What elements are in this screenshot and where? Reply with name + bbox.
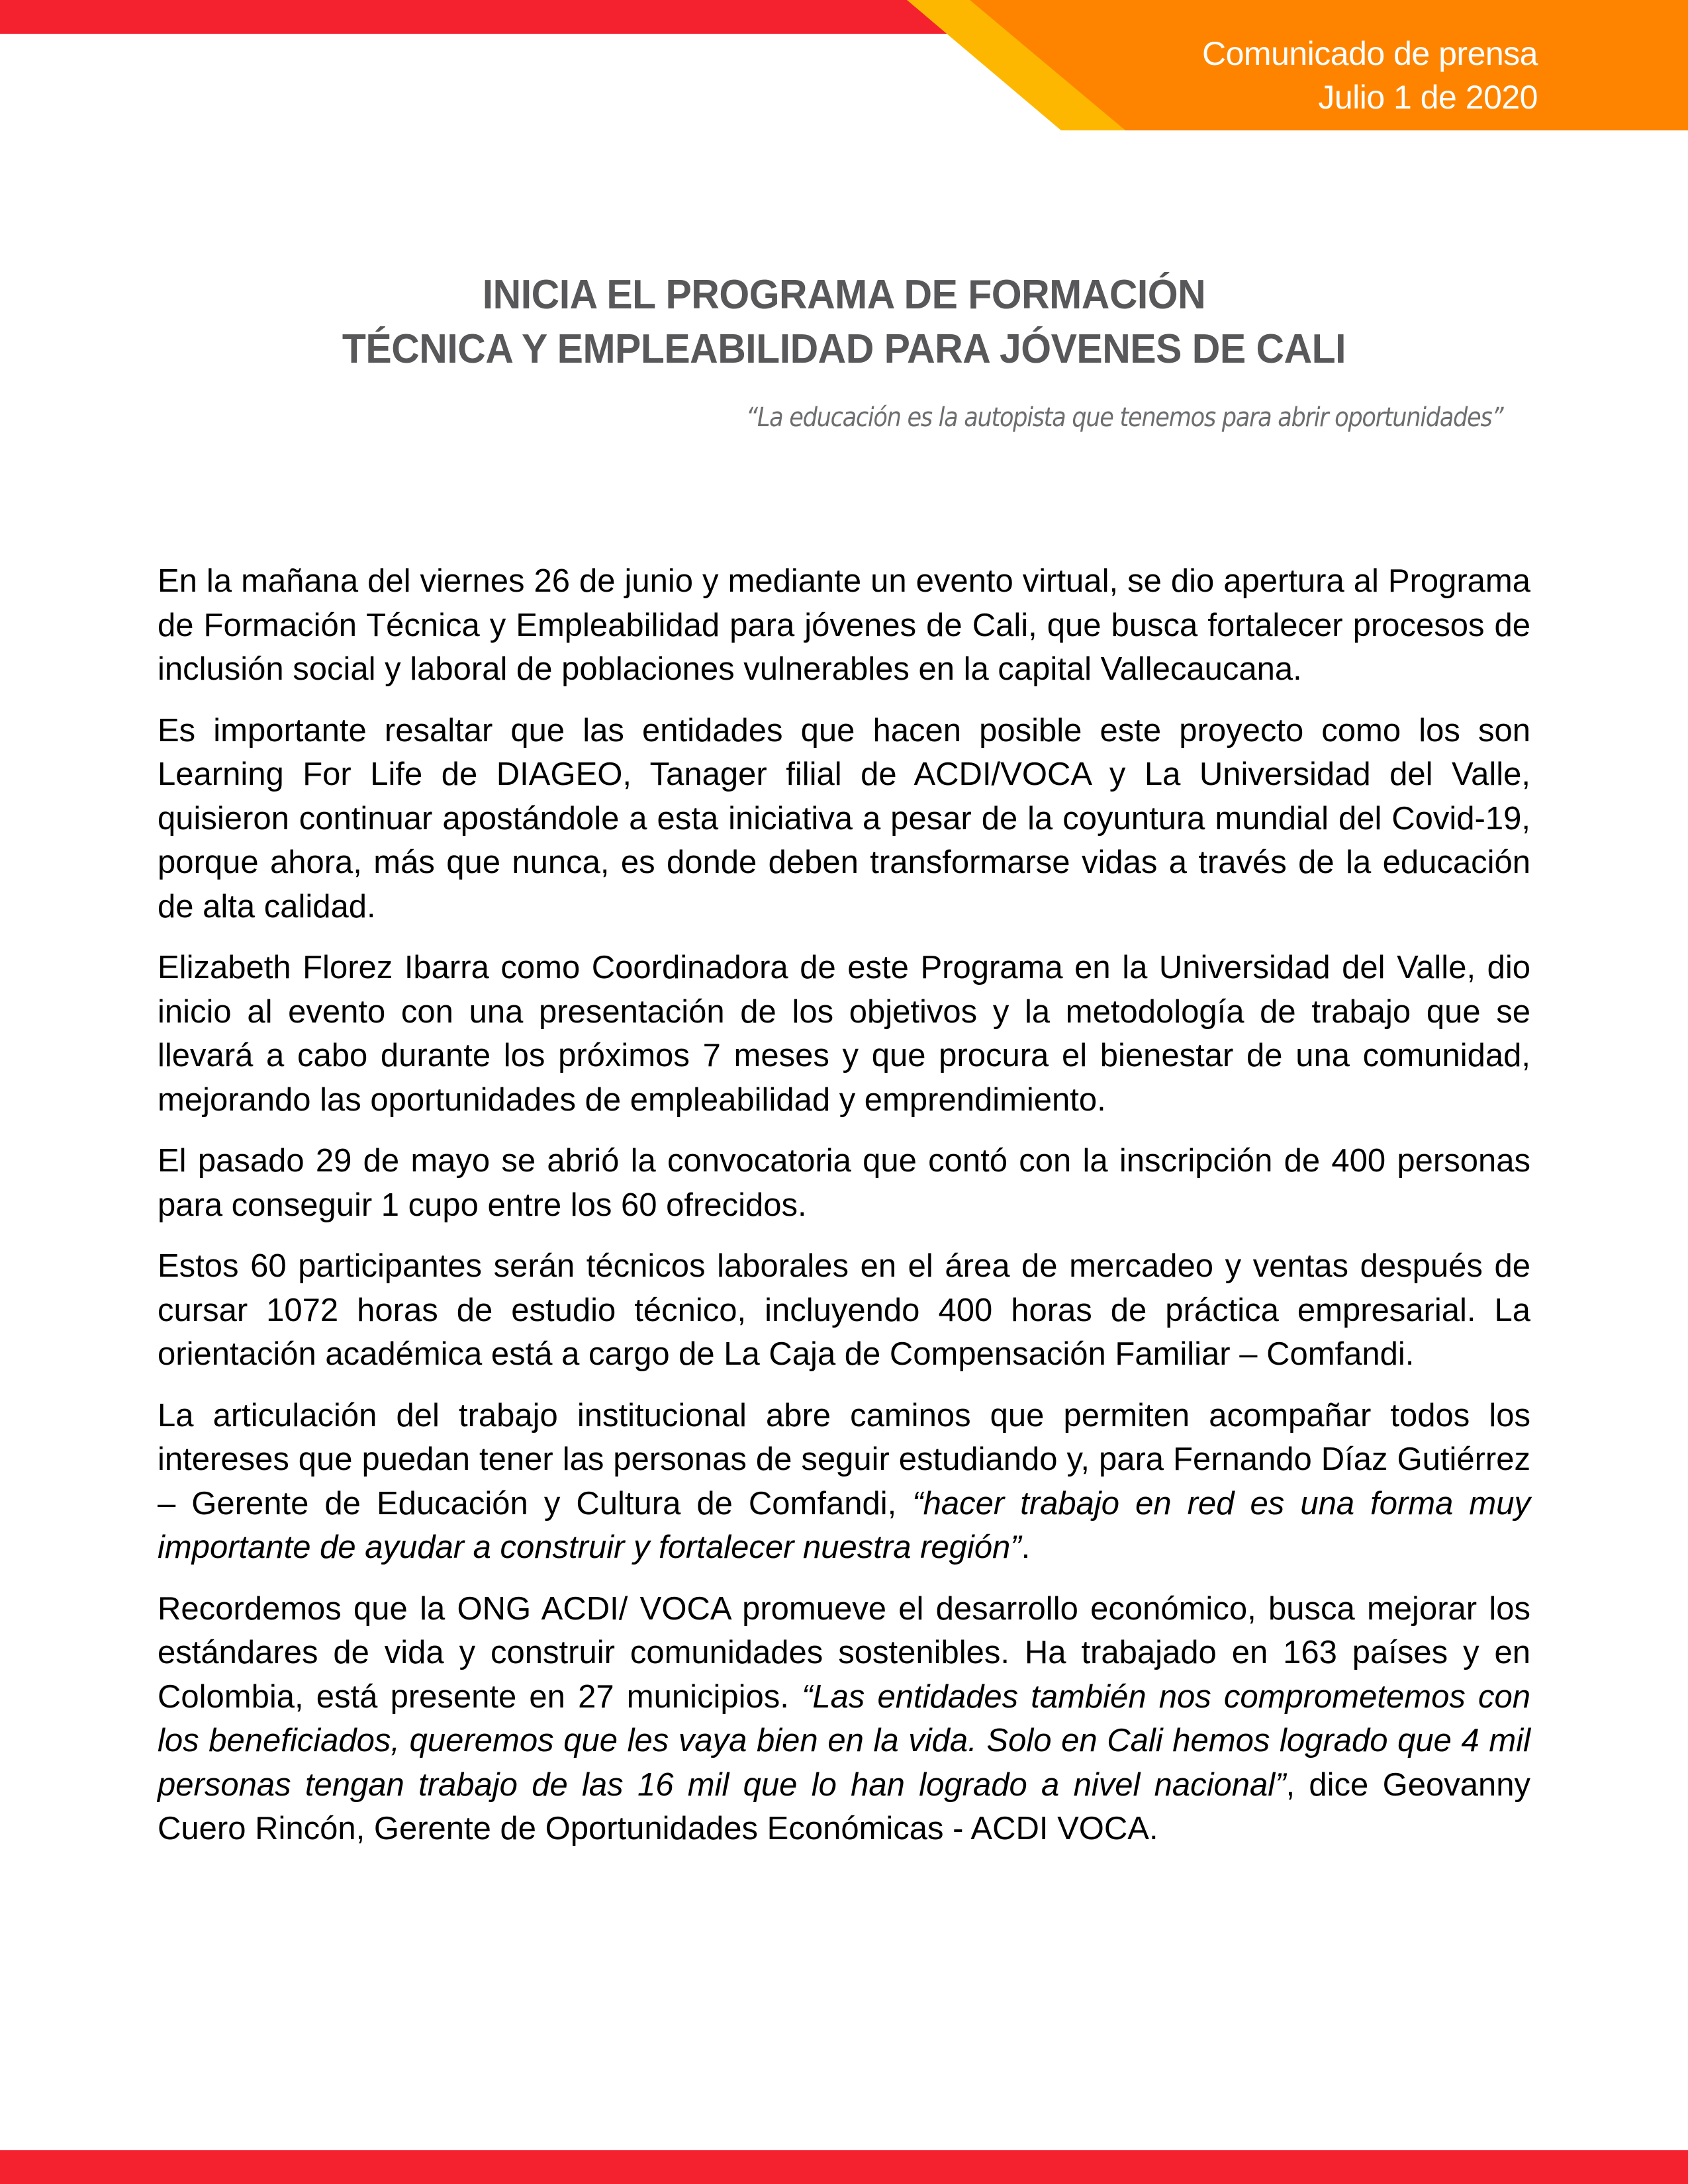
header-red-bar [0,0,953,34]
press-release-header [1202,32,1538,119]
paragraph-7-text: Recordemos que la ONG ACDI/ VOCA promueve el desarrollo económico, busca mejorar los estándares de vida y construir comunidades sostenibles. Ha trabajado en 163 países y en Colombia, está presente en 27 municipios. [158,1590,1530,1715]
footer-red-bar [0,2150,1688,2184]
paragraph-6-text: La articulación del trabajo institucional abre caminos que permiten acompañar todos los intereses que puedan tener las personas de seguir estudiando y, para Fernando Díaz Gutiérrez – Gerente de Educación y Cultura de Comfandi, [158,1397,1530,1522]
title-line-1: INICIA EL PROGRAMA DE FORMACIÓN [482,272,1206,318]
subtitle-quote: “La educación es la autopista que tenemos para abrir oportunidades” [745,402,1503,433]
paragraph-6-quote: “hacer trabajo en red es una forma muy importante de ayudar a construir y fortalecer nuestra región” [158,1485,1530,1565]
paragraph-6-after: . [1021,1529,1031,1565]
title-line-2: TÉCNICA Y EMPLEABILIDAD PARA JÓVENES DE CALI [342,326,1346,372]
paragraph-4: El pasado 29 de mayo se abrió la convocatoria que contó con la inscripción de 400 personas para conseguir 1 cupo entre los 60 ofrecidos. [158,1143,1530,1223]
paragraph-7-after: , dice Geovanny Cuero Rincón, Gerente de Oportunidades Económicas - ACDI VOCA. [158,1766,1530,1846]
article-body [158,559,1530,1868]
paragraph-5: Estos 60 participantes serán técnicos laborales en el área de mercadeo y ventas después de cursar 1072 horas de estudio técnico, incluyendo 400 horas de práctica empresarial. La orientación académica está a cargo de La Caja de Compensación Familiar – Comfandi. [158,1248,1530,1372]
paragraph-7 [158,1587,1530,1851]
page-title [0,268,1688,377]
press-release-date: Julio 1 de 2020 [1318,79,1538,116]
paragraph-7-quote: “Las entidades también nos comprometemos con los beneficiados, queremos que les vaya bien en la vida. Solo en Cali hemos logrado que 4 mil personas tengan trabajo de las 16 mil que lo han logrado a nivel nacional” [158,1678,1530,1803]
paragraph-1: En la mañana del viernes 26 de junio y mediante un evento virtual, se dio apertura al Programa de Formación Técnica y Empleabilidad para jóvenes de Cali, que busca fortalecer procesos de inclusión social y laboral de poblaciones vulnerables en la capital Vallecaucana. [158,563,1530,687]
paragraph-2: Es importante resaltar que las entidades que hacen posible este proyecto como los son Learning For Life de DIAGEO, Tanager filial de ACDI/VOCA y La Universidad del Valle, quisieron continuar apostándole a esta iniciativa a pesar de la coyuntura mundial del Covid-19, porque ahora, más que nunca, es donde deben transformarse vidas a través de la educación de alta calidad. [158,712,1530,925]
press-release-label: Comunicado de prensa [1202,35,1538,72]
paragraph-3: Elizabeth Florez Ibarra como Coordinadora de este Programa en la Universidad del Valle, dio inicio al evento con una presentación de los objetivos y la metodología de trabajo que se llevará a cabo durante los próximos 7 meses y que procura el bienestar de una comunidad, mejorando las oportunidades de empleabilidad y emprendimiento. [158,950,1530,1118]
paragraph-6 [158,1394,1530,1570]
